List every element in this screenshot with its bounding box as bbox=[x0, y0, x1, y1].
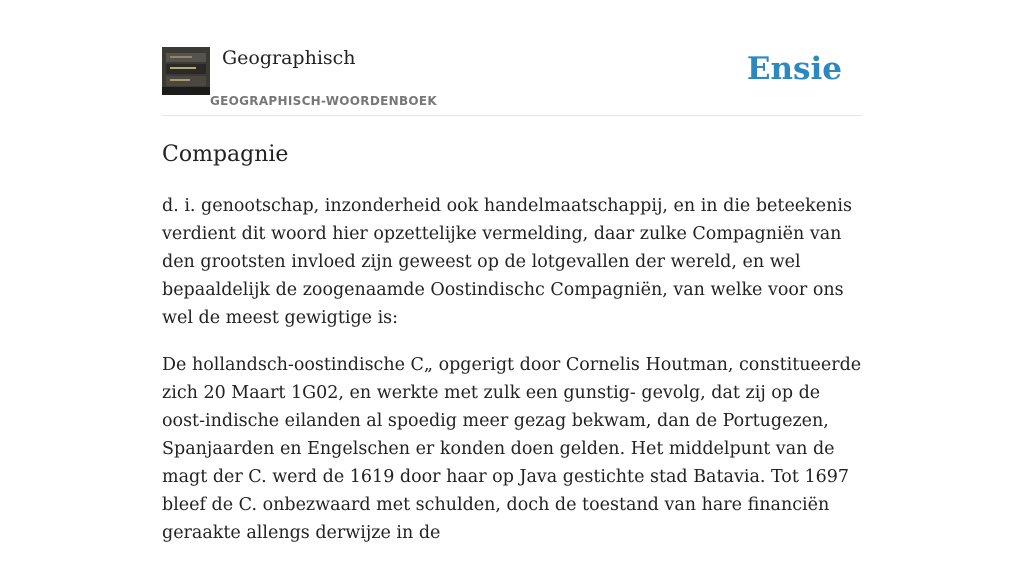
site-subtitle[interactable]: GEOGRAPHISCH-WOORDENBOEK bbox=[210, 94, 437, 108]
book-spines-icon[interactable] bbox=[162, 47, 210, 95]
article-body bbox=[162, 192, 862, 566]
article-paragraph: De hollandsch-oostindische C„ opgerigt door Cornelis Houtman, constitueerde zich 20 Maart 1G02, en werkte met zulk een gunstig- gevolg, dat zij op de oost-indische eilanden al spoedig meer gezag bekwam, dan de Portugezen, Spanjaarden en Engelschen er konden doen gelden. Het middelpunt van de magt der C. werd de 1619 door haar op Java gestichte stad Batavia. Tot 1697 bleef de C. onbezwaard met schulden, doch de toestand van hare financiën geraakte allengs derwijze in de bbox=[162, 355, 862, 543]
brand-logo-link[interactable]: Ensie bbox=[746, 51, 842, 87]
site-header bbox=[162, 0, 862, 116]
content-column bbox=[162, 0, 862, 543]
site-title[interactable]: Geographisch bbox=[222, 47, 356, 69]
article-title: Compagnie bbox=[162, 142, 289, 167]
article-paragraph: d. i. genootschap, inzonderheid ook handelmaatschappij, en in die beteekenis verdient dit woord hier opzettelijke vermelding, daar zulke Compagniën van den grootsten invloed zijn geweest op de lotgevallen der wereld, en wel bepaaldelijk de zoogenaamde Oostindischc Compagniën, van welke voor ons wel de meest gewigtige is: bbox=[162, 196, 852, 328]
